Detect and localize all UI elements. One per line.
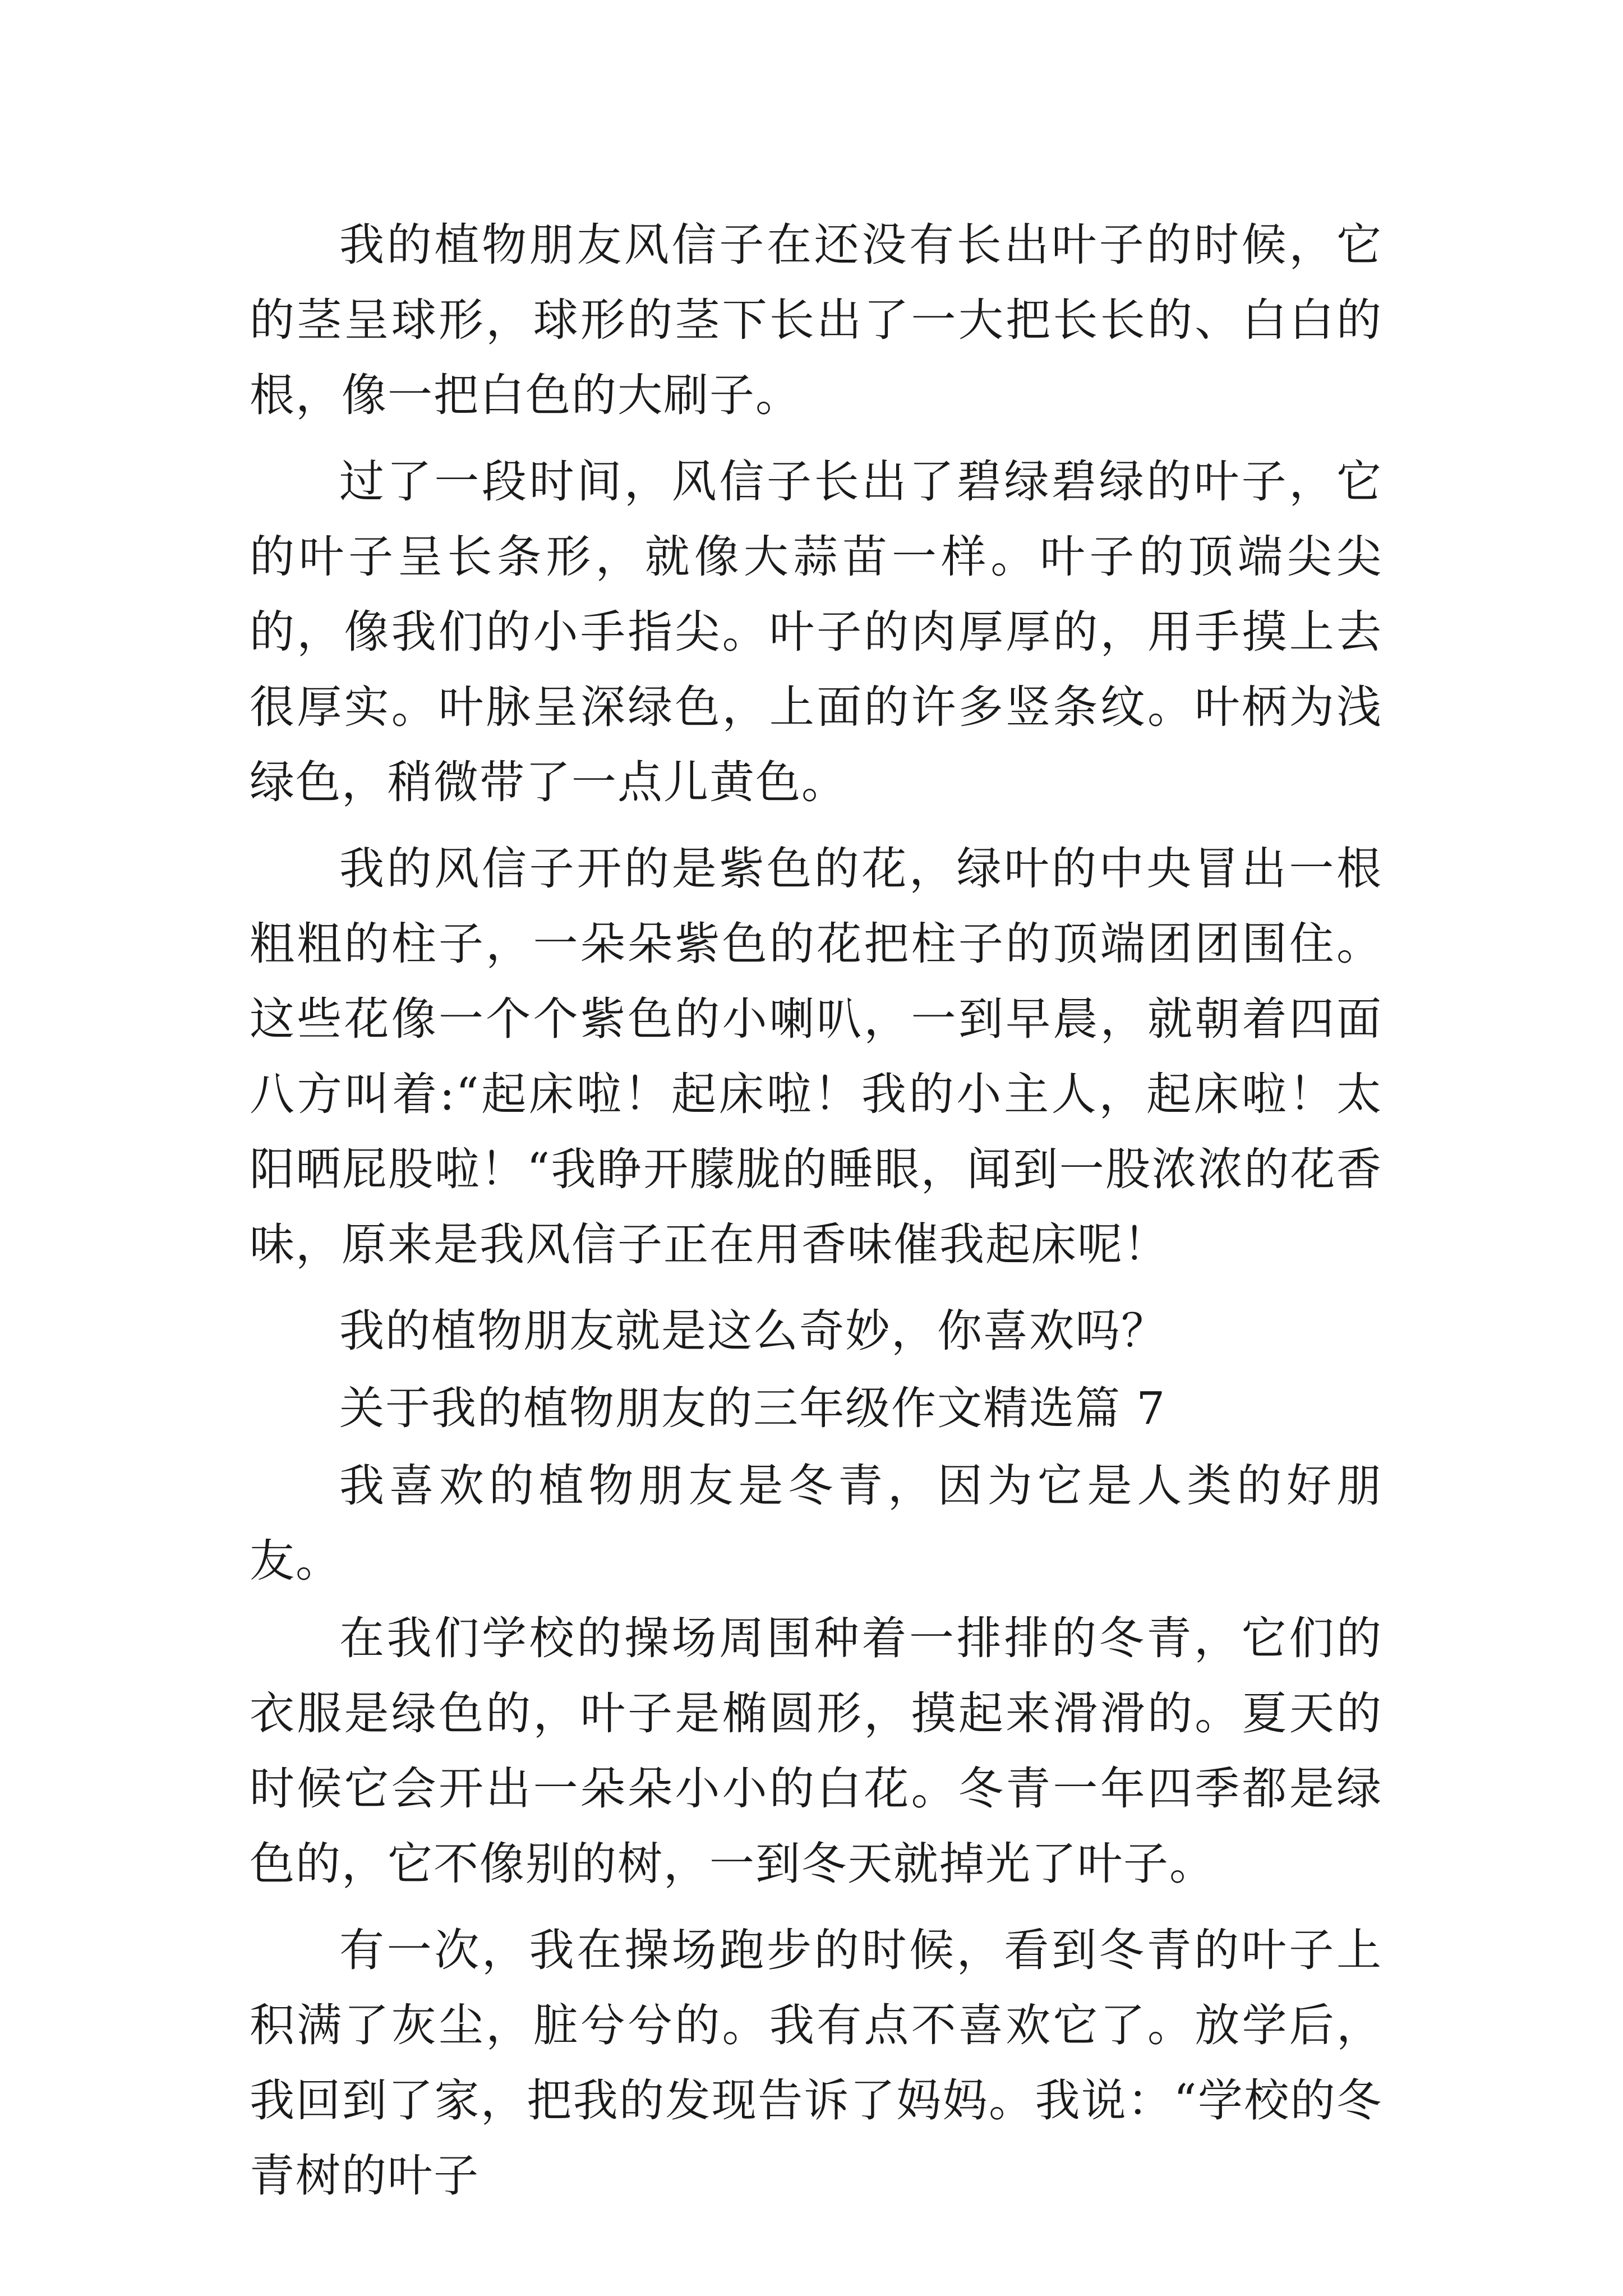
paragraph-closing-question: 我的植物朋友就是这么奇妙，你喜欢吗？ [339,1305,1167,1357]
article-body [250,208,1382,2225]
paragraph-hyacinth-leaves: 过了一段时间，风信子长出了碧绿碧绿的叶子，它的叶子呈长条形，就像大蒜苗一样。叶子的顶端尖尖的，像我们的小手指尖。叶子的肉厚厚的，用手摸上去很厚实。叶脉呈深绿色，上面的许多竖条纹。叶柄为浅绿色，稍微带了一点儿黄色。 [250,455,1382,808]
paragraph-holly-dusty: 有一次，我在操场跑步的时候，看到冬青的叶子上积满了灰尘，脏兮兮的。我有点不喜欢它了。放学后，我回到了家，把我的发现告诉了妈妈。我说：“学校的冬青树的叶子 [250,1924,1382,2202]
paragraph-hyacinth-bulb: 我的植物朋友风信子在还没有长出叶子的时候，它的茎呈球形，球形的茎下长出了一大把长长的、白白的根，像一把白色的大刷子。 [250,219,1382,421]
paragraph-hyacinth-flowers: 我的风信子开的是紫色的花，绿叶的中央冒出一根粗粗的柱子，一朵朵紫色的花把柱子的顶端团团围住。这些花像一个个紫色的小喇叭，一到早晨，就朝着四面八方叫着:“起床啦！起床啦！我的小主人，起床啦！太阳晒屁股啦！“我睁开朦胧的睡眼，闻到一股浓浓的花香味，原来是我风信子正在用香味催我起床呢！ [250,843,1382,1271]
paragraph-holly-intro: 我喜欢的植物朋友是冬青，因为它是人类的好朋友。 [250,1460,1382,1587]
section-heading: 关于我的植物朋友的三年级作文精选篇 7 [339,1382,1166,1434]
paragraph-holly-description: 在我们学校的操场周围种着一排排的冬青，它们的衣服是绿色的，叶子是椭圆形，摸起来滑滑的。夏天的时候它会开出一朵朵小小的白花。冬青一年四季都是绿色的，它不像别的树，一到冬天就掉光了叶子。 [250,1612,1382,1890]
